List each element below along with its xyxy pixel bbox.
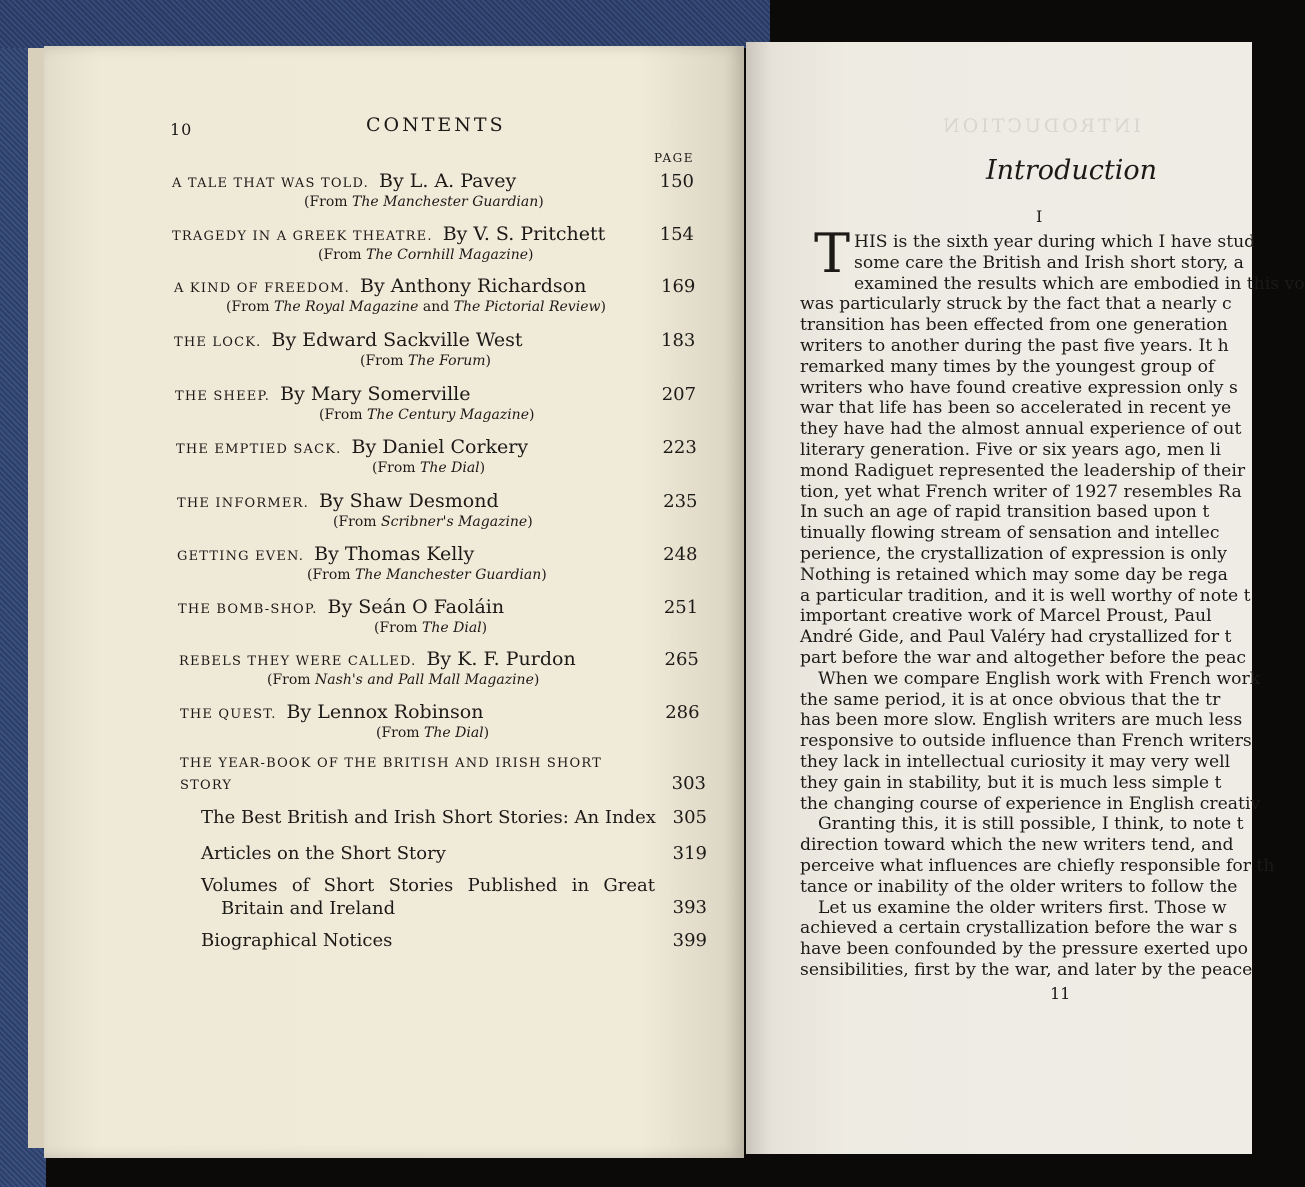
sub-entry-page-number: 319 [672,843,707,864]
body-line: the changing course of experience in English creativ [800,793,1261,814]
entry-page-number: 183 [661,330,696,351]
contents-entry [172,170,702,210]
entry-title: REBELS THEY WERE CALLED. By K. F. Purdon [179,648,576,670]
body-line: When we compare English work with French work [818,668,1261,689]
entry-page-number: 154 [659,224,694,245]
entry-title: GETTING EVEN. By Thomas Kelly [177,543,475,565]
sub-entry-line1: Biographical Notices [201,930,393,951]
right-page-number: 11 [1050,984,1071,1003]
entry-author: By Mary Somerville [280,383,471,405]
sub-entry-page-number: 393 [672,897,707,918]
entry-source: (From The Manchester Guardian) [307,567,547,583]
entry-source: (From The Royal Magazine and The Pictorial Review) [226,299,606,315]
body-line: the same period, it is at once obvious that the tr [800,689,1221,710]
introduction-heading: Introduction [986,155,1157,186]
entry-page-number: 251 [663,597,699,618]
body-line: mond Radiguet represented the leadership of their [800,460,1246,481]
contents-entry [180,701,708,741]
sub-entry-line2: Britain and Ireland [221,898,396,919]
year-book-sub-entry [201,842,711,865]
entry-title: A KIND OF FREEDOM. By Anthony Richardson [174,275,587,297]
sub-entry-line1: Articles on the Short Story [201,843,446,864]
left-page-number: 10 [170,120,193,139]
contents-entry [177,543,706,583]
introduction-body [800,222,1305,992]
contents-entry [172,223,702,263]
year-book-line2: STORY [180,778,233,793]
entry-author: By Seán O Faoláin [327,596,505,618]
drop-cap: T [814,222,851,285]
body-line: tance or inability of the older writers to follow the [800,876,1238,897]
year-book-sub-entry [201,806,711,829]
entry-source: (From The Dial) [372,460,486,476]
entry-title: THE INFORMER. By Shaw Desmond [177,490,499,512]
body-line: direction toward which the new writers tend, and [800,835,1234,856]
entry-page-number: 286 [665,702,700,723]
entry-page-number: 265 [664,649,699,670]
body-line: was particularly struck by the fact that a nearly c [800,294,1232,315]
entry-source: (From The Manchester Guardian) [304,194,544,210]
entry-author: By L. A. Pavey [379,170,517,192]
body-line: responsive to outside influence than French writers [800,731,1252,752]
contents-heading: CONTENTS [366,114,506,136]
body-line: HIS is the sixth year during which I have stud [854,232,1256,252]
entry-page-number: 235 [663,491,698,512]
entry-author: By Shaw Desmond [318,490,499,512]
entry-page-number: 150 [659,171,694,192]
body-line: tion, yet what French writer of 1927 resembles Ra [800,481,1242,502]
page-column-label: PAGE [654,151,694,165]
year-book-sub-entry [201,874,711,920]
entry-title: THE LOCK. By Edward Sackville West [174,329,523,351]
sub-entry-line1: Volumes of Short Stories Published in Great [201,875,655,896]
body-line: Let us examine the older writers first. Those w [818,897,1227,918]
body-line: Granting this, it is still possible, I think, to note t [818,814,1244,835]
entry-title: THE SHEEP. By Mary Somerville [175,383,471,405]
year-book-sub-entry [201,929,711,952]
entry-page-number: 248 [663,544,698,565]
body-line: perceive what influences are chiefly responsible for th [800,855,1275,876]
body-line: transition has been effected from one generation [800,315,1228,336]
body-line: remarked many times by the youngest group of [800,356,1215,377]
body-line: In such an age of rapid transition based upon t [800,502,1210,523]
body-line: important creative work of Marcel Proust, Paul [800,606,1212,627]
entry-source: (From The Dial) [376,725,490,741]
entry-source: (From The Forum) [360,353,491,369]
contents-entry [177,490,706,530]
contents-entry [175,383,704,423]
entry-author: By V. S. Pritchett [442,223,606,245]
body-line: they have had the almost annual experience of out [800,419,1242,440]
body-line: have been confounded by the pressure exerted upo [800,939,1249,960]
body-line: perience, the crystallization of expression is only [800,543,1227,564]
body-line: André Gide, and Paul Valéry had crystallized for t [800,627,1232,648]
entry-title: THE BOMB-SHOP. By Seán O Faoláin [178,596,505,618]
entry-title: THE QUEST. By Lennox Robinson [180,701,484,723]
contents-entry [174,329,703,369]
entry-page-number: 169 [661,276,696,297]
year-book-line1: THE YEAR-BOOK OF THE BRITISH AND IRISH SHORT [180,756,603,771]
body-line: writers to another during the past five years. It h [800,335,1229,356]
entry-page-number: 223 [662,437,697,458]
bleed-through-heading: INTRODUCTION [940,115,1141,137]
entry-author: By Thomas Kelly [314,543,475,565]
sub-entry-line1: The Best British and Irish Short Stories: An Index [201,807,656,828]
body-line: literary generation. Five or six years ago, men li [800,439,1221,460]
year-book-entry [180,753,710,797]
book-cover-top [0,0,770,48]
body-line: examined the results which are embodied in this vo [854,273,1305,294]
body-line: Nothing is retained which may some day be rega [800,564,1228,585]
sub-entry-page-number: 305 [672,807,707,828]
left-page-header [170,114,710,140]
entry-source: (From Nash's and Pall Mall Magazine) [267,672,540,688]
entry-title: THE EMPTIED SACK. By Daniel Corkery [176,436,529,458]
section-numeral: I [1036,207,1043,226]
body-line: tinually flowing stream of sensation and intellec [800,523,1220,544]
body-line: writers who have found creative expression only s [800,377,1238,398]
entry-title: A TALE THAT WAS TOLD. By L. A. Pavey [172,170,517,192]
entry-title: TRAGEDY IN A GREEK THEATRE. By V. S. Pritchett [172,223,606,245]
body-line: they lack in intellectual curiosity it may very well [800,751,1231,772]
contents-entry [176,436,705,476]
entry-author: By K. F. Purdon [426,648,576,670]
entry-author: By Edward Sackville West [271,329,523,351]
body-line: war that life has been so accelerated in recent ye [800,398,1232,419]
body-line: achieved a certain crystallization before the war s [800,918,1238,939]
contents-entry [178,596,706,636]
sub-entry-page-number: 399 [672,930,707,951]
entry-source: (From The Dial) [374,620,488,636]
body-line: some care the British and Irish short story, a [854,252,1244,273]
entry-author: By Lennox Robinson [286,701,484,723]
body-line: a particular tradition, and it is well worthy of note t [800,585,1251,606]
entry-source: (From Scribner's Magazine) [333,514,533,530]
entry-page-number: 207 [661,384,697,405]
year-book-page: 303 [671,773,706,794]
entry-author: By Daniel Corkery [351,436,529,458]
body-line: part before the war and altogether before the peac [800,647,1246,668]
entry-source: (From The Cornhill Magazine) [318,247,534,263]
body-line: sensibilities, first by the war, and later by the peace [800,959,1253,980]
contents-entry [179,648,707,688]
contents-entry [174,275,703,315]
entry-source: (From The Century Magazine) [319,407,535,423]
body-line: they gain in stability, but it is much less simple t [800,772,1222,793]
entry-author: By Anthony Richardson [360,275,587,297]
body-line: has been more slow. English writers are much less [800,710,1243,731]
